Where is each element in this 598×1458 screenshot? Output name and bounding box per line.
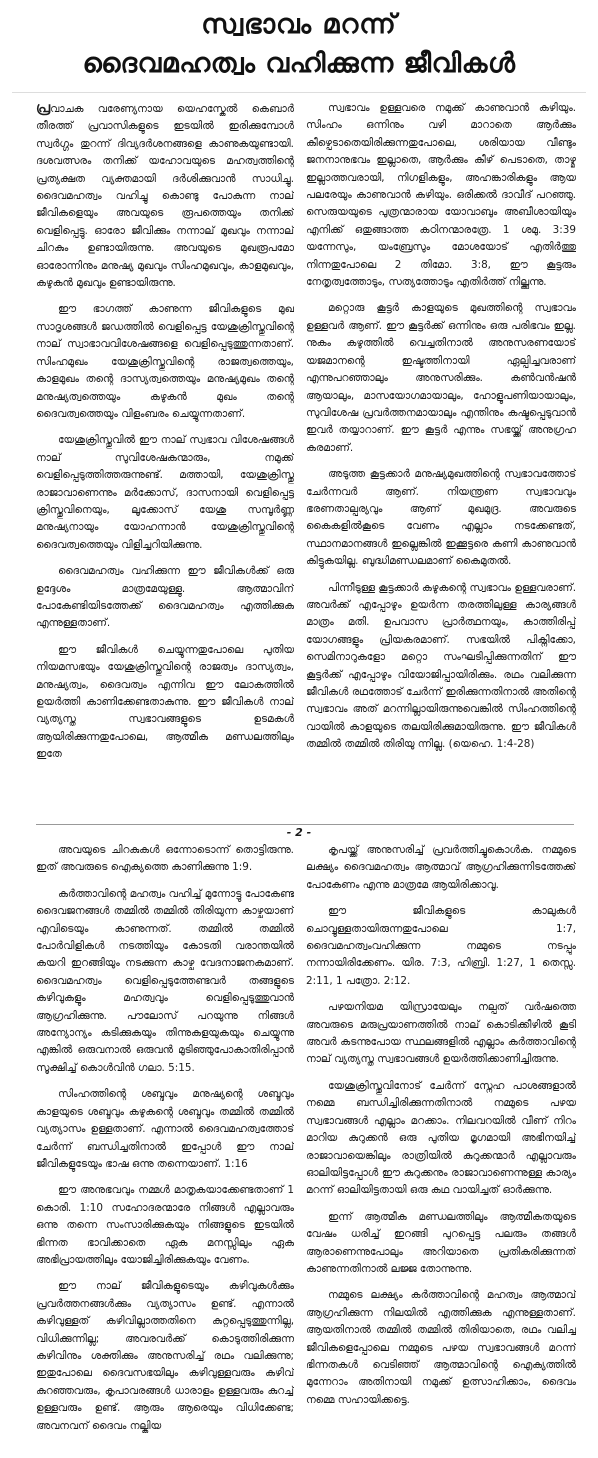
- page-divider: [36, 824, 574, 825]
- title-line-1: സ്വഭാവം മറന്ന്: [201, 9, 397, 40]
- paragraph: ഈ ഭാഗത്ത് കാണുന്ന ജീവികളുടെ മുഖ സാദൃശങ്ങൾ ജഡത്തിൽ വെളിപ്പെട്ട യേശുക്രിസ്തുവിന്റെ നാല് സ്വാഭാവവിശേഷങ്ങളെ വെളിപ്പെടുത്തുന്നതാണ്. സിംഹമുഖം യേശുക്രിസ്തുവിന്റെ രാജത്വത്തെയും, കാളമുഖം തന്റെ ദാസ്യത്വത്തെയും മനുഷ്യമുഖം തന്റെ മനുഷ്യത്വത്തെയും കഴുകൻ മുഖം തന്റെ ദൈവത്വത്തെയും വിളംബരം ചെയ്യുന്നതാണ്.: [36, 303, 294, 420]
- paragraph: കൃപയ്ക്ക് അനുസരിച്ച് പ്രവർത്തിച്ചുകൊൾക. നമ്മുടെ ലക്ഷ്യം ദൈവമഹത്വം ആത്മാവ് ആഗ്രഹിക്കുന്നിടത്തേക്ക് പോകേണം എന്നു മാത്രമേ ആയിരിക്കാവൂ.: [306, 844, 576, 891]
- paragraph: ഈ നാല് ജീവികളുടെയും കഴിവുകൾക്കും പ്രവർത്തനങ്ങൾക്കും വ്യത്യാസം ഉണ്ട്. എന്നാൽ കഴിവുള്ളത് കഴിവില്ലാത്തതിനെ കുറ്റപ്പെടുത്തുന്നില്ല, വിധിക്കുന്നില്ല; അവരവർക്ക് കൊടുത്തിരിക്കുന്ന കഴിവിനും ശക്തിക്കും അനുസരിച്ച് രഥം വലിക്കുന്നു; ഇതുപോലെ ദൈവസഭയിലും കഴിവുള്ളവരും കഴിവ് കുറഞ്ഞവരും, കൃപാവരങ്ങൾ ധാരാളം ഉള്ളവരും കുറച്ച് ഉള്ളവരും ഉണ്ട്. ആരും ആരെയും വിധിക്കേണ്ട; അവനവന് ദൈവം നല്കിയ: [36, 1280, 294, 1432]
- paragraph: ഈ ജീവികൾ ചെയ്യുന്നതുപോലെ പുതിയ നിയമസഭയും യേശുക്രിസ്തുവിന്റെ രാജത്വം ദാസ്യത്വം, മനുഷ്യത്വം, ദൈവത്വം എന്നിവ ഈ ലോകത്തിൽ ഉയർത്തി കാണിക്കേണ്ടതാകുന്നു. ഈ ജീവികൾ നാല് വ്യത്യസ്ത സ്വഭാവങ്ങളുടെ ഉടമകൾ ആയിരിക്കുന്നതുപോലെ, ആത്മീക മണ്ഡലത്തിലും ഇതേ: [36, 643, 294, 761]
- title-line-2: ദൈവമഹത്വം വഹിക്കുന്ന ജീവികൾ: [82, 48, 516, 79]
- paragraph: യേശുക്രിസ്തുവിനോട് ചേർന്ന് സ്നേഹ പാശങ്ങളാൽ നമ്മെ ബന്ധിച്ചിരിക്കുന്നതിനാൽ നമ്മുടെ പഴയ സ്വഭാവങ്ങൾ എല്ലാം മറക്കാം. നിലവറയിൽ വീണ് നിറം മാറിയ കുറുക്കൻ ഒരു പുതിയ മൃഗമായി അഭിനയിച്ച് രാജാവായെങ്കിലും രാത്രിയിൽ കുറുക്കന്മാർ എല്ലാവരും ഓലിയിട്ടപ്പോൾ ഈ കുറുക്കനും രാജാവാണെന്നുള്ള കാര്യം മറന്ന് ഓലിയിട്ടതായി ഒരു കഥ വായിച്ചത് ഓർക്കുന്നു.: [306, 1079, 576, 1197]
- paragraph: പഴയനിയമ യിസ്രായേലും നല്പത് വർഷത്തെ അവരുടെ മരുപ്രയാണത്തിൽ നാല് കൊടിക്കീഴിൽ കൂടി അവർ കടന്നുപോയ സ്ഥലങ്ങളിൽ എല്ലാം കർത്താവിന്റെ നാല് വ്യത്യസ്ത സ്വഭാവങ്ങൾ ഉയർത്തിക്കാണിച്ചിരുന്നു.: [306, 1001, 576, 1066]
- paragraph: സ്വഭാവം ഉള്ളവരെ നമുക്ക് കാണുവാൻ കഴിയും. സിംഹം ഒന്നിനും വഴി മാറാതെ ആർക്കും കീഴ്പെടാതെയിരിക്കുന്നതുപോലെ, ശരിയായ വീണ്ടും ജനനാനുഭവം ഇല്ലാതെ, ആർക്കും കീഴ് പെടാതെ, താഴ്മ ഇല്ലാത്തവരായി, നിഗളികളും, അഹങ്കാരികളും ആയ പലരേയും കാണുവാൻ കഴിയും. ഒരിക്കൽ ദാവീദ് പറഞ്ഞു. സെരുയയുടെ പുത്രന്മാരായ യോവാബും അബീശായിയും എനിക്ക് ഒതുങ്ങാത്ത കഠിനന്മാരത്രേ. 1 ശമു. 3:39 യന്നേസും, യംബ്രേസും മോശയോട് എതിർത്തു നിന്നതുപോലെ 2 തിമോ. 3:8, ഈ കൂട്ടരും നേതൃത്വത്തോടും, സത്യത്തോടും എതിർത്ത് നില്ക്കുന്നു.: [306, 102, 576, 289]
- paragraph: അടുത്ത കൂട്ടക്കാർ മനുഷ്യമുഖത്തിന്റെ സ്വഭാവത്തോട് ചേർന്നവർ ആണ്. നിയന്ത്രണ സ്വഭാവവും ഭരണതാല്പര്യവും ആണ് മുഖമുദ്ര. അവരുടെ കൈകളിൽകൂടെ വേണം എല്ലാം നടക്കേണ്ടത്, സ്ഥാനമാനങ്ങൾ ഇല്ലെങ്കിൽ ഇക്കൂട്ടരെ കണി കാണുവാൻ കിട്ടുകയില്ല. ബുദ്ധിമണ്ഡലമാണ് കൈമുതൽ.: [306, 468, 576, 568]
- column-4: [306, 842, 576, 1450]
- paragraph: ഈ ജീവികളുടെ കാലുകൾ ചൊവ്വുള്ളതായിരുന്നതുപോലെ 1:7, ദൈവമഹത്വംവഹിക്കുന്ന നമ്മുടെ നടപ്പും നന്നായിരിക്കേണം. യിര. 7:3, ഹിബ്രി. 1:27, 1 തെസ്സ. 2:11, 1 പത്രോ. 2:12.: [306, 905, 576, 987]
- paragraph: സിംഹത്തിന്റെ ശബ്ദവും മനുഷ്യന്റെ ശബ്ദവും കാളയുടെ ശബ്ദവും കഴുകന്റെ ശബ്ദവും തമ്മിൽ തമ്മിൽ വ്യത്യാസം ഉള്ളതാണ്. എന്നാൽ ദൈവമഹത്വത്തോട് ചേർന്ന് ബന്ധിച്ചതിനാൽ ഇപ്പോൾ ഈ നാല് ജീവികളുടേയും ഭാഷ ഒന്നു തന്നെയാണ്. 1:16: [36, 1088, 294, 1170]
- paragraph: പിന്നീടുള്ള കൂട്ടക്കാർ കഴുകന്റെ സ്വഭാവം ഉള്ളവരാണ്. അവർക്ക് എപ്പോഴും ഉയർന്ന തരത്തിലുള്ള കാര്യങ്ങൾ മാത്രം മതി. ഉപവാസ പ്രാർത്ഥനയും, കാത്തിരിപ്പ് യോഗങ്ങളും പ്രിയകരമാണ്. സഭയിൽ പിക്നിക്കോ, സെമിനാറുകളോ മറ്റൊ സംഘടിപ്പിക്കുന്നതിന് ഈ കൂട്ടർക്ക് എപ്പോഴും വിയോജിപ്പായിരിക്കും. രഥം വലിക്കുന്ന ജീവികൾ രഥത്തോട് ചേർന്ന് ഇരിക്കുന്നതിനാൽ അതിന്റെ സ്വഭാവം അത് മറന്നില്ലായിരുന്നുവെങ്കിൽ സിംഹത്തിന്റെ വായിൽ കാളയുടെ തലയിരിക്കുമായിരുന്നു. ഈ ജീവികൾ തമ്മിൽ തമ്മിൽ തിരിയു ന്നില്ല. (യെഹെ. 1:4-28): [306, 581, 576, 751]
- paragraph: യേശുക്രിസ്തുവിൽ ഈ നാല് സ്വഭാവ വിശേഷങ്ങൾ നാല് സുവിശേഷകന്മാരും, നമുക്ക് വെളിപ്പെടുത്തിത്തരുന്നുണ്ട്. മത്തായി, യേശുക്രിസ്തു രാജാവാണെന്നും മർക്കോസ്, ദാസനായി വെളിപ്പെട്ട ക്രിസ്തുവിനെയും, ലൂക്കോസ് യേശു സമ്പൂർണ്ണ മനുഷ്യനായും യോഹന്നാൻ യേശുക്രിസ്തുവിന്റെ ദൈവത്വത്തെയും വിളിച്ചറിയിക്കുന്നു.: [36, 434, 294, 551]
- paragraph: ഈ അനുഭവവും നമ്മൾ മാതൃകയാക്കേണ്ടതാണ് 1 കൊരി. 1:10 സഹോദരന്മാരേ നിങ്ങൾ എല്ലാവരും ഒന്നു തന്നെ സംസാരിക്കുകയും നിങ്ങളുടെ ഇടയിൽ ഭിന്നത ഭാവിക്കാതെ ഏക മനസ്സിലും ഏക അഭിപ്രായത്തിലും യോജിച്ചിരിക്കുകയും വേണം.: [36, 1184, 294, 1266]
- paragraph: നമ്മുടെ ലക്ഷ്യം കർത്താവിന്റെ മഹത്വം ആത്മാവ് ആഗ്രഹിക്കുന്ന നിലയിൽ എത്തിക്കുക എന്നുള്ളതാണ്. ആയതിനാൽ തമ്മിൽ തമ്മിൽ തിരിയാതെ, രഥം വലിച്ച ജീവികളെപ്പോലെ നമ്മുടെ പഴയ സ്വഭാവങ്ങൾ മറന്ന് ഭിന്നതകൾ വെടിഞ്ഞ് ആത്മാവിന്റെ ഐക്യത്തിൽ മുന്നേറാം അതിനായി നമുക്ക് ഉത്സാഹിക്കാം, ദൈവം നമ്മെ സഹായിക്കട്ടെ.: [306, 1289, 576, 1406]
- paragraph: പ്രവാചക വരേണ്യനായ യെഹസ്കേൽ കെബാർ തീരത്ത് പ്രവാസികളുടെ ഇടയിൽ ഇരിക്കുമ്പോൾ സ്വർഗ്ഗം തുറന്ന് ദിവ്യദർശനങ്ങളെ കാണുകയുണ്ടായി. ദശവത്സരം തനിക്ക് യഹോവയുടെ മഹത്വത്തിന്റെ പ്രത്യക്ഷത വ്യക്തമായി ദർശിക്കുവാൻ സാധിച്ചു. ദൈവമഹത്വം വഹിച്ചു കൊണ്ടു പോകുന്ന നാല് ജീവികളെയും അവയുടെ രൂപത്തെയും തനിക്ക് വെളിപ്പെട്ടു. ഓരോ ജീവിക്കും നന്നാല് മുഖവും നന്നാല് ചിറകും ഉണ്ടായിരുന്നു. അവയുടെ മുഖരൂപമോ ഓരോന്നിനും മനുഷ്യ മുഖവും സിംഹമുഖവും, കാളമുഖവും, കഴുകൻ മുഖവും ഉണ്ടായിരുന്നു.: [36, 100, 294, 290]
- paragraph: അവയുടെ ചിറകുകൾ ഒന്നോടൊന്ന് തൊട്ടിരുന്നു. ഇത് അവരുടെ ഐക്യത്തെ കാണിക്കുന്നു 1:9.: [36, 844, 294, 874]
- page-number-text: - 2 -: [281, 826, 317, 839]
- title-divider: [12, 92, 586, 93]
- paragraph: മറ്റൊരു കൂട്ടർ കാളയുടെ മുഖത്തിന്റെ സ്വഭാവം ഉള്ളവർ ആണ്. ഈ കൂട്ടർക്ക് ഒന്നിനും ഒരു പരിഭവം ഇല്ല. നുകം കഴുത്തിൽ വെച്ചതിനാൽ അനുസരണയോട് യജമാനന്റെ ഇഷ്ടത്തിനായി ഏല്പിച്ചവരാണ് എന്നുപറഞ്ഞാലും അനുസരിക്കും. കൺവൻഷൻ ആയാലും, മാസയോഗമായാലും, ഹോളുപണിയായാലും, സുവിശേഷ പ്രവർത്തനമായാലും എന്തിനും കഷ്ടപ്പെടുവാൻ ഇവർ തയ്യാറാണ്. ഈ കൂട്ടർ എന്നും സഭയ്ക്ക് അനുഗ്രഹ കരമാണ്.: [306, 302, 576, 454]
- column-2: [306, 100, 576, 818]
- paragraph: ഇന്ന് ആത്മീക മണ്ഡലത്തിലും ആത്മീകതയുടെ വേഷം ധരിച്ച് ഇറങ്ങി പുറപ്പെട്ട പലരും തങ്ങൾ ആരാണെന്നുപോലും അറിയാതെ പ്രതികരിക്കുന്നത് കാണുന്നതിനാൽ ലജ്ജ തോന്നുന്നു.: [306, 1210, 576, 1275]
- column-1: [36, 100, 294, 818]
- paragraph: ദൈവമഹത്വം വഹിക്കുന്ന ഈ ജീവികൾക്ക് ഒരു ഉദ്ദേശം മാത്രമേയുള്ളു. ആത്മാവിന് പോകേണ്ടിയിടത്തേക്ക് ദൈവമഹത്വം എത്തിക്കുക എന്നുള്ളതാണ്.: [36, 565, 294, 630]
- article-title: [0, 6, 598, 84]
- column-3: [36, 842, 294, 1450]
- page-number: [0, 826, 598, 840]
- paragraph: കർത്താവിന്റെ മഹത്വം വഹിച്ച് മുന്നോട്ടു പോകേണ്ട ദൈവജനങ്ങൾ തമ്മിൽ തമ്മിൽ തിരിയുന്ന കാഴ്ചയാണ് എവിടെയും കാണുന്നത്. തമ്മിൽ തമ്മിൽ പോർവിളികൾ നടത്തിയും കോടതി വരാന്തയിൽ കയറി ഇറങ്ങിയും നടക്കുന്ന കാഴ്ച വേദനാജനകമാണ്. ദൈവമഹത്വം വെളിപ്പെടുത്തേണ്ടവർ തങ്ങളുടെ കഴിവുകളും മഹത്വവും വെളിപ്പെടുത്തുവാൻ ആഗ്രഹിക്കുന്നു. പൗലോസ് പറയുന്നു നിങ്ങൾ അന്യോന്യം കടിക്കുകയും തിന്നുകളയുകയും ചെയ്യുന്നു എങ്കിൽ ഒരുവനാൽ ഒരുവൻ മുടിഞ്ഞുപോകാതിരിപ്പാൻ സൂക്ഷിച്ച് കൊൾവിൻ ഗലാ. 5:15.: [36, 887, 294, 1074]
